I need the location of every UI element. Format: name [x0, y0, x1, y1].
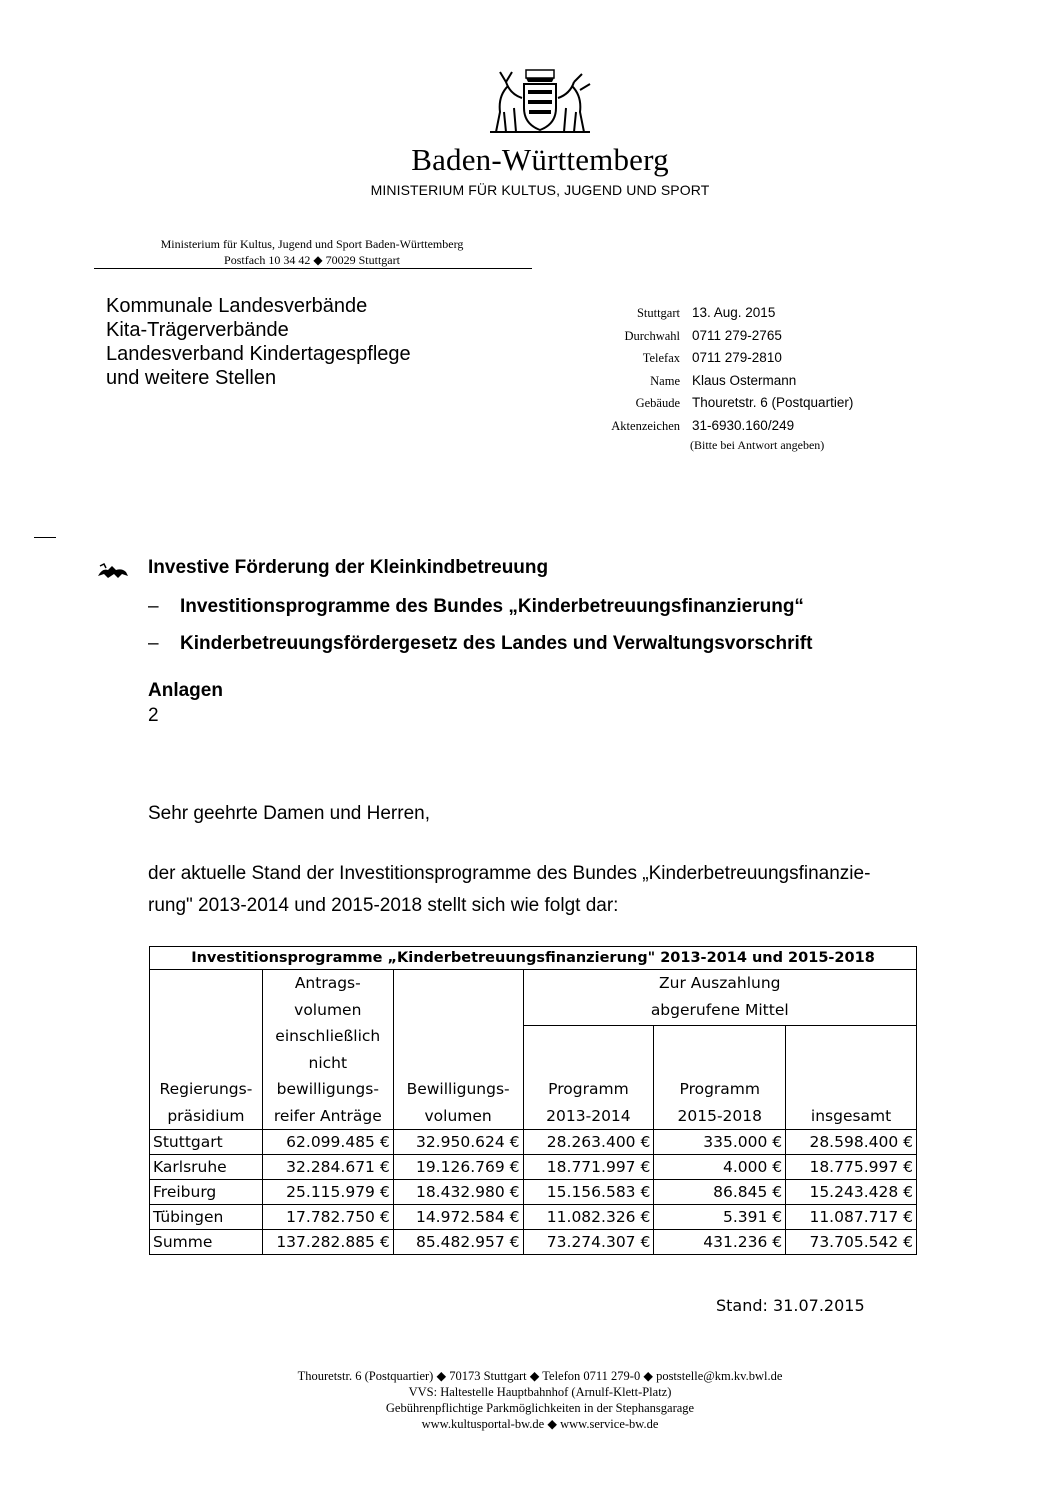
info-label: Gebäude — [635, 396, 680, 410]
table-row — [150, 1205, 917, 1230]
cell-total: 18.775.997 € — [786, 1155, 917, 1180]
body-paragraph — [148, 858, 968, 922]
footer-line: Gebührenpflichtige Parkmöglichkeiten in der Stephansgarage — [385, 1401, 695, 1415]
recipient-line: und weitere Stellen — [106, 367, 277, 389]
cell-program-2013: 73.274.307 € — [523, 1230, 654, 1255]
cell-region: Summe — [150, 1230, 263, 1255]
header-program-2015: Programm 2015-2018 — [654, 1025, 786, 1129]
cell-application: 25.115.979 € — [262, 1180, 393, 1205]
info-value: Thouretstr. 6 (Postquartier) — [692, 395, 854, 410]
footer-line: VVS: Haltestelle Hauptbahnhof (Arnulf-Klett-Platz) — [408, 1385, 672, 1399]
header-payout-group: Zur Auszahlung abgerufene Mittel — [523, 970, 917, 1026]
footer-line: www.kultusportal-bw.de ◆ www.service-bw.de — [421, 1417, 659, 1431]
recipient-line: Kita-Trägerverbände — [106, 319, 289, 341]
info-label: Name — [650, 373, 680, 388]
info-row-reference — [560, 418, 920, 441]
cell-application: 32.284.671 € — [262, 1155, 393, 1180]
coat-of-arms-icon — [484, 68, 596, 136]
cell-total: 28.598.400 € — [786, 1130, 917, 1155]
sender-info — [560, 305, 920, 453]
subject-subline-text: Kinderbetreuungsfördergesetz des Landes und Verwaltungsvorschrift — [180, 633, 813, 654]
info-row-building — [560, 395, 920, 418]
ministry-name: MINISTERIUM FÜR KULTUS, JUGEND UND SPORT — [370, 182, 710, 198]
return-address-divider — [94, 268, 532, 269]
footer — [230, 1368, 850, 1432]
cell-program-2015: 4.000 € — [654, 1155, 786, 1180]
cell-region: Stuttgart — [150, 1130, 263, 1155]
info-value: 13. Aug. 2015 — [692, 305, 776, 320]
info-label: Durchwahl — [624, 328, 680, 343]
cell-program-2015: 86.845 € — [654, 1180, 786, 1205]
cell-program-2015: 335.000 € — [654, 1130, 786, 1155]
cell-approval: 32.950.624 € — [393, 1130, 523, 1155]
cell-application: 62.099.485 € — [262, 1130, 393, 1155]
table-row-sum — [150, 1230, 917, 1255]
info-label: Stuttgart — [636, 306, 680, 320]
info-row-phone — [560, 328, 920, 351]
header-program-2013: Programm 2013-2014 — [523, 1025, 654, 1129]
cell-region: Karlsruhe — [150, 1155, 263, 1180]
table-row — [150, 1130, 917, 1155]
table-title: Investitionsprogramme „Kinderbetreuungsfinanzierung" 2013-2014 und 2015-2018 — [150, 947, 917, 970]
state-name: Baden-Württemberg — [411, 142, 669, 177]
subject-subline — [148, 633, 812, 655]
attachments-label: Anlagen — [148, 680, 223, 701]
cell-total: 73.705.542 € — [786, 1230, 917, 1255]
attachments-count: 2 — [148, 705, 159, 726]
info-value: 31-6930.160/249 — [692, 417, 795, 433]
subject-subline-text: Investitionsprogramme des Bundes „Kinderbetreuungsfinanzierung“ — [180, 596, 804, 617]
info-value: 0711 279-2765 — [692, 327, 782, 343]
subject-dash: – — [148, 633, 159, 654]
info-row-place — [560, 305, 920, 328]
cell-region: Tübingen — [150, 1205, 263, 1230]
body-line: rung" 2013-2014 und 2015-2018 stellt sich wie folgt dar: — [148, 895, 619, 916]
return-address-line: Ministerium für Kultus, Jugend und Sport Baden-Württemberg — [160, 237, 464, 251]
as-of-date: Stand: 31.07.2015 — [716, 1296, 865, 1315]
subject-title: Investive Förderung der Kleinkindbetreuung — [148, 557, 549, 578]
header-region: Regierungs- präsidium — [150, 970, 263, 1130]
cell-application: 17.782.750 € — [262, 1205, 393, 1230]
subject-subline — [148, 596, 804, 618]
reference-note: (Bitte bei Antwort angeben) — [690, 438, 825, 452]
cell-application: 137.282.885 € — [262, 1230, 393, 1255]
table-row — [150, 1180, 917, 1205]
fold-mark — [34, 537, 56, 538]
cell-region: Freiburg — [150, 1180, 263, 1205]
funding-table — [149, 946, 917, 1255]
header-approval-volume: Bewilligungs- volumen — [393, 970, 523, 1130]
recipient-line: Kommunale Landesverbände — [106, 295, 368, 317]
info-value: Klaus Ostermann — [692, 372, 797, 388]
cell-approval: 85.482.957 € — [393, 1230, 523, 1255]
cell-total: 15.243.428 € — [786, 1180, 917, 1205]
cell-program-2013: 15.156.583 € — [523, 1180, 654, 1205]
cell-program-2013: 11.082.326 € — [523, 1205, 654, 1230]
cell-approval: 14.972.584 € — [393, 1205, 523, 1230]
info-label: Aktenzeichen — [611, 418, 680, 433]
info-value: 0711 279-2810 — [692, 350, 782, 365]
recipient-address — [106, 294, 546, 390]
header-total: insgesamt — [786, 1025, 917, 1129]
cell-program-2013: 18.771.997 € — [523, 1155, 654, 1180]
cell-approval: 19.126.769 € — [393, 1155, 523, 1180]
info-row-name — [560, 373, 920, 396]
cell-program-2015: 431.236 € — [654, 1230, 786, 1255]
salutation: Sehr geehrte Damen und Herren, — [148, 803, 430, 824]
cell-program-2013: 28.263.400 € — [523, 1130, 654, 1155]
cell-program-2015: 5.391 € — [654, 1205, 786, 1230]
subject-dash: – — [148, 596, 159, 617]
return-address — [92, 236, 532, 268]
cell-total: 11.087.717 € — [786, 1205, 917, 1230]
info-row-fax — [560, 350, 920, 373]
info-label: Telefax — [642, 351, 680, 365]
recipient-line: Landesverband Kindertagespflege — [106, 343, 411, 365]
table-row — [150, 1155, 917, 1180]
return-address-line: Postfach 10 34 42 ◆ 70029 Stuttgart — [224, 253, 400, 267]
state-lion-icon — [96, 562, 130, 580]
cell-approval: 18.432.980 € — [393, 1180, 523, 1205]
body-line: der aktuelle Stand der Investitionsprogramme des Bundes „Kinderbetreuungsfinanzie- — [148, 863, 871, 884]
footer-line: Thouretstr. 6 (Postquartier) ◆ 70173 Stuttgart ◆ Telefon 0711 279-0 ◆ poststelle@km.kv.bwl.de — [297, 1369, 783, 1383]
header-application-volume: Antrags- volumen einschließlich nicht bewilligungs- reifer Anträge — [262, 970, 393, 1130]
